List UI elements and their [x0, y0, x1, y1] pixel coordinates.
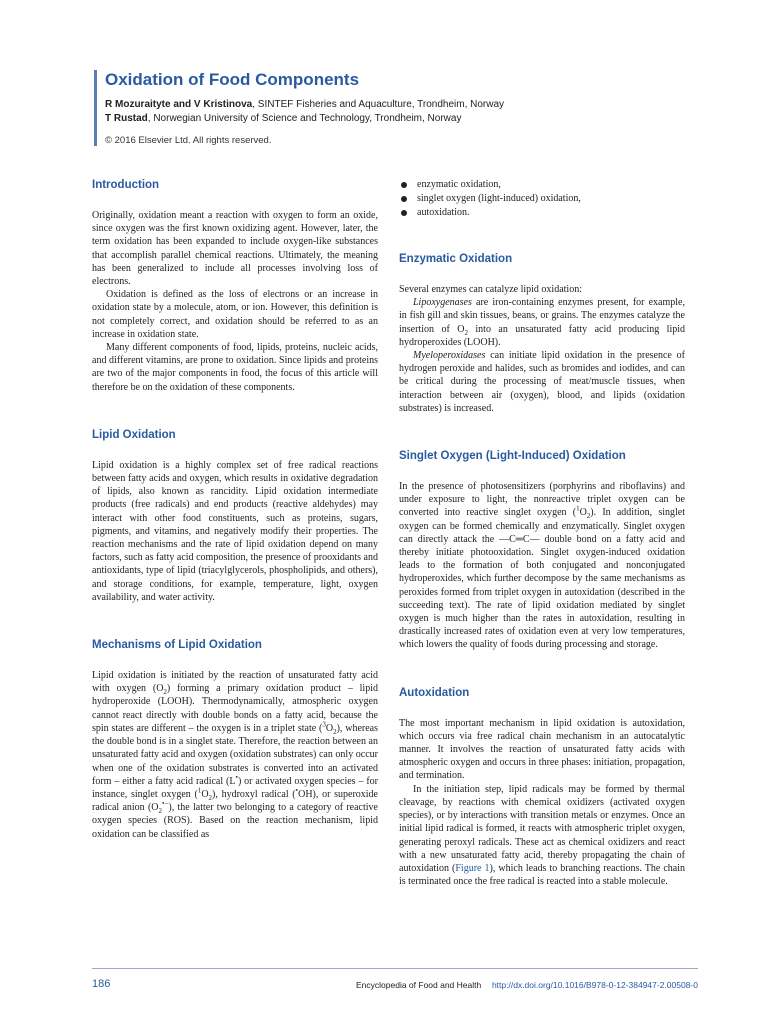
- bullet-icon: [401, 210, 407, 216]
- oxidation-type-list: [399, 178, 685, 220]
- encyclopedia-title: Encyclopedia of Food and Health: [356, 980, 482, 990]
- author-line-1: [105, 98, 705, 112]
- singlet-oxygen-heading: Singlet Oxygen (Light-Induced) Oxidation: [399, 450, 626, 463]
- mechanisms-paragraph: Lipid oxidation is initiated by the reaction of unsaturated fatty acid with oxygen $(O_2)$ forming a primary oxidation product – lipid hydroperoxide (LOOH). Thermodynamically, atmospheric oxygen cannot react directly with double bonds on a fatty acid, because the spin states are different – the oxygen is in a triplet state $(^3O_2)$, whereas the double bond is in a singlet state. Therefore, the reaction between an unsaturated fatty acid and oxygen (oxidation substrates) can only occur when one of the oxidation substrates is converted into an activated form – either a fatty acid radical (L•) or activated oxygen species – for instance, singlet oxygen $(^1O_2)$, hydroxyl radical (•OH), or superoxide radical anion $(O_2^{•-})$, the latter two belonging to a category of reactive oxygen species (ROS). Based on the reaction mechanism, lipid oxidation can be classified as: [92, 670, 378, 840]
- left-column: [92, 178, 378, 841]
- author-affiliation-1: , SINTEF Fisheries and Aquaculture, Trondheim, Norway: [252, 99, 505, 110]
- autoxidation-heading: Autoxidation: [399, 686, 470, 699]
- singlet-oxygen-paragraph: In the presence of photosensitizers (porphyrins and riboflavins) and under exposure to light, the nonreactive triplet oxygen can be converted into reactive singlet oxygen $(^1O_2)$. In addition, singlet oxygen can be formed chemically and enzymatically. Singlet oxygen can directly attack the —C═C— double bond on a fatty acid and thereby initiate photooxidation. Singlet oxygen-induced oxidation leads to the formation of both conjugated and nonconjugated hydroperoxides, which further decompose by the same mechanisms as peroxides formed from triplet oxygen in autoxidation (described in the succeeding text). The rate of lipid oxidation mediated by singlet oxygen is much higher than the rates in autoxidation, resulting in drastically increased rates of oxidation even at very low temperatures, which lowers the quality of foods during processing and storage.: [399, 481, 685, 651]
- author-names-1: R Mozuraityte and V Kristinova: [105, 99, 253, 110]
- list-item: enzymatic oxidation,: [399, 178, 685, 192]
- autoxidation-paragraph-2: In the initiation step, lipid radicals may be formed by thermal cleavage, by reactions with chemical oxidizers (activated oxygen species), or by interactions with transition metals or enzymes. Once an initial lipid radical is formed, it reacts with atmospheric triplet oxygen, generating peroxyl radicals. These act as chemical oxidizers and react with a new unsaturated fatty acid, thereby propagating the chain of autoxidation (Figure 1), which leads to branching reactions. The chain is terminated once the free radical is reacted into a stable molecule.: [399, 783, 686, 888]
- author-line-2: [105, 112, 705, 126]
- introduction-paragraph-1: Originally, oxidation meant a reaction with oxygen to form an oxide, since oxygen was the first known oxidizing agent. However, later, the term oxidation has been expanded to include oxygen-like substances that accomplish parallel chemical reactions. Ultimately, the meaning has been generalized to include all processes involving loss of electrons.: [92, 210, 378, 288]
- author-names-2: T Rustad: [105, 113, 148, 124]
- introduction-heading: Introduction: [92, 179, 160, 191]
- introduction-paragraph-2: Oxidation is defined as the loss of electrons or an increase in oxidation state by a molecule, atom, or ion. However, this definition is not completely correct, and oxidation should be referred to as an increase in oxidation state.: [92, 289, 378, 340]
- right-column: [399, 178, 685, 888]
- bullet-icon: [401, 196, 407, 202]
- doi-link[interactable]: http://dx.doi.org/10.1016/B978-0-12-384947-2.00508-0: [491, 980, 698, 990]
- enzymatic-oxidation-heading: Enzymatic Oxidation: [399, 253, 513, 265]
- list-item: singlet oxygen (light-induced) oxidation,: [399, 192, 685, 206]
- enzymatic-paragraph-1: Several enzymes can catalyze lipid oxidation:: [399, 284, 582, 295]
- introduction-paragraph-3: Many different components of food, lipids, proteins, nucleic acids, and different vitamins, are prone to oxidation. Since lipids and proteins are two of the major components in food, the focus of this article will therefore be on the oxidation of these components.: [92, 342, 378, 393]
- lipid-oxidation-heading: Lipid Oxidation: [92, 428, 176, 441]
- figure-1-link[interactable]: Figure 1: [455, 862, 490, 874]
- autoxidation-paragraph-1: The most important mechanism in lipid oxidation is autoxidation, which occurs via free radical chain mechanism in an autocatalytic manner. It involves the reaction of unsaturated fatty acids with atmospheric oxygen and occurs in three phases: initiation, propagation, and termination.: [399, 717, 685, 782]
- list-item: autoxidation.: [399, 206, 685, 220]
- lipid-oxidation-paragraph: Lipid oxidation is a highly complex set of free radical reactions between fatty acids and oxygen, which results in oxidative degradation of lipids, also known as rancidity. Lipid oxidation intermediate products (free radicals) and end products (reactive aldehydes) may interact with other food constituents, such as proteins, sugars, pigments, and vitamins, and negatively modify their properties. The reaction mechanisms and the rate of lipid oxidation depend on many factors, such as fatty acid composition, the presence of prooxidants and antioxidants, type of lipid (triacylglycerols, phospholipids, and others), and storage conditions, for example, temperature, light, oxygen availability, and water activity.: [92, 459, 378, 603]
- bullet-icon: [401, 182, 407, 188]
- article-header: [94, 70, 705, 146]
- page-number: 186: [92, 978, 111, 990]
- page-footer: [92, 968, 698, 990]
- mechanisms-heading: Mechanisms of Lipid Oxidation: [92, 639, 262, 652]
- enzymatic-paragraph-3: Myeloperoxidases can initiate lipid oxidation in the presence of hydrogen peroxide and halides, such as bromides and iodides, and can be critical during the processing of meat/muscle tissues, when interaction between air (oxygen), blood, and lipids (oxidation substrates) is increased.: [399, 350, 685, 414]
- enzymatic-paragraph-2: Lipoxygenases are iron-containing enzymes present, for example, in fish gill and skin tissues, beans, or grains. The enzymes catalyze the insertion of $O_2$ into an unsaturated fatty acid producing lipid hydroperoxides (LOOH).: [399, 297, 685, 348]
- author-affiliation-2: , Norwegian University of Science and Technology, Trondheim, Norway: [147, 113, 462, 124]
- article-title: Oxidation of Food Components: [105, 70, 360, 89]
- copyright-notice: © 2016 Elsevier Ltd. All rights reserved.: [105, 135, 272, 146]
